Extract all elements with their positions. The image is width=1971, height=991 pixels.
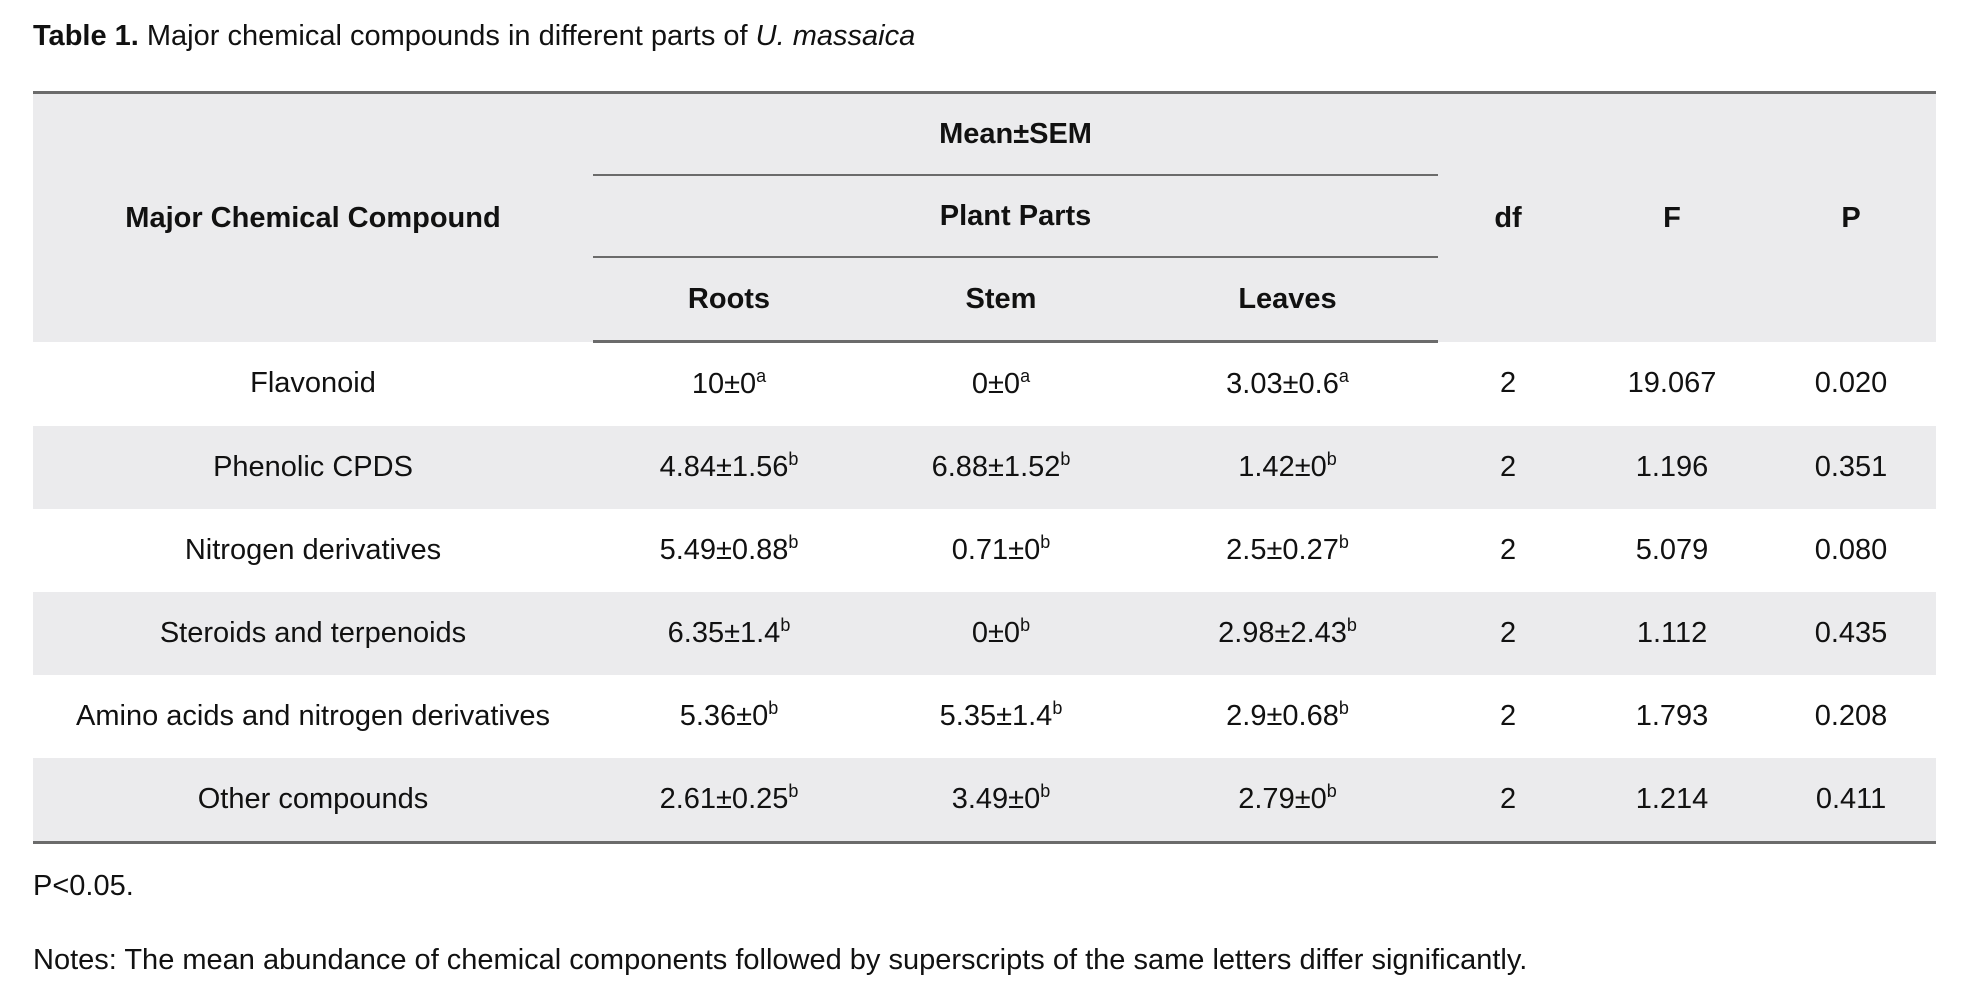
cell-df: 2 — [1499, 367, 1517, 400]
cell-stem — [865, 758, 1137, 843]
value: 0±0 — [971, 617, 1021, 649]
table-header — [33, 93, 1936, 342]
cell-f: 19.067 — [1627, 367, 1717, 400]
cell-p: 0.351 — [1766, 426, 1936, 509]
cell-p: 0.080 — [1814, 534, 1888, 566]
superscript: b — [1346, 615, 1357, 635]
header-p: P — [1766, 93, 1936, 342]
value: 2.98±2.43 — [1218, 617, 1347, 649]
value: 1.42±0 — [1238, 451, 1327, 483]
header-leaves: Leaves — [1137, 258, 1438, 342]
header-roots: Roots — [593, 258, 865, 342]
table-body — [33, 342, 1936, 843]
cell-leaves — [1137, 342, 1438, 427]
caption-species: U. massaica — [755, 20, 916, 52]
table-row — [33, 426, 1936, 509]
cell-p: 0.435 — [1766, 592, 1936, 675]
header-plant-parts-label: Plant Parts — [593, 176, 1438, 258]
superscript: b — [788, 532, 799, 552]
cell-stem — [865, 426, 1137, 509]
cell-df: 2 — [1438, 758, 1578, 843]
superscript: b — [768, 698, 779, 718]
superscript: b — [1338, 532, 1349, 552]
value: 0±0 — [971, 368, 1021, 400]
cell-f: 1.214 — [1578, 758, 1766, 843]
value: 3.03±0.6 — [1226, 368, 1339, 400]
value: 5.36±0 — [679, 700, 769, 732]
value: 6.88±1.52 — [931, 451, 1061, 483]
value: 4.84±1.56 — [659, 451, 789, 483]
cell-p: 0.208 — [1814, 700, 1888, 732]
value: 10±0 — [691, 368, 757, 400]
cell-leaves — [1137, 509, 1438, 592]
value: 2.9±0.68 — [1226, 700, 1339, 732]
superscript: b — [780, 615, 791, 635]
cell-roots — [593, 509, 865, 592]
header-stem: Stem — [865, 258, 1137, 342]
cell-roots — [593, 592, 865, 675]
value: 2.61±0.25 — [659, 783, 789, 815]
header-compound: Major Chemical Compound — [33, 93, 593, 342]
cell-p: 0.020 — [1814, 367, 1888, 400]
cell-compound: Flavonoid — [250, 367, 376, 400]
superscript: b — [1338, 698, 1349, 718]
cell-stem — [865, 509, 1137, 592]
cell-roots — [593, 342, 865, 427]
cell-f: 1.196 — [1578, 426, 1766, 509]
cell-f: 1.112 — [1578, 592, 1766, 675]
cell-compound: Other compounds — [33, 758, 593, 843]
cell-compound: Phenolic CPDS — [33, 426, 593, 509]
value: 2.5±0.27 — [1226, 534, 1339, 566]
header-f: F — [1578, 93, 1766, 342]
table-row — [33, 342, 1936, 427]
value: 6.35±1.4 — [667, 617, 781, 649]
caption-text: Major chemical compounds in different parts of — [138, 20, 756, 52]
header-plant-parts — [593, 176, 1438, 258]
superscript: a — [1020, 366, 1031, 386]
header-mean-sem-label: Mean±SEM — [593, 94, 1438, 176]
table-row — [33, 509, 1936, 592]
significance-note: P<0.05. — [33, 870, 134, 902]
cell-stem — [865, 342, 1137, 427]
superscript: b — [788, 781, 799, 801]
value: 0.71±0 — [951, 534, 1041, 566]
cell-f: 1.793 — [1635, 700, 1709, 732]
cell-compound: Nitrogen derivatives — [184, 534, 442, 566]
cell-df: 2 — [1499, 534, 1517, 566]
value: 5.49±0.88 — [659, 534, 789, 566]
table-caption — [33, 16, 915, 56]
cell-roots — [593, 675, 865, 758]
cell-roots — [593, 758, 865, 843]
value: 2.79±0 — [1238, 783, 1327, 815]
cell-stem — [865, 675, 1137, 758]
superscript: a — [1338, 366, 1349, 386]
superscript: b — [1040, 781, 1051, 801]
superscript: a — [756, 366, 767, 386]
superscript: b — [788, 449, 799, 469]
cell-leaves — [1137, 592, 1438, 675]
cell-p: 0.411 — [1766, 758, 1936, 843]
cell-df: 2 — [1499, 700, 1517, 732]
superscript: b — [1326, 449, 1337, 469]
cell-f: 5.079 — [1635, 534, 1709, 566]
compounds-table-container — [33, 91, 1936, 844]
cell-compound: Amino acids and nitrogen derivatives — [76, 700, 550, 732]
explanation-note: Notes: The mean abundance of chemical components followed by superscripts of the same letters differ significantly. — [33, 944, 1528, 976]
cell-stem — [865, 592, 1137, 675]
value: 3.49±0 — [951, 783, 1041, 815]
superscript: b — [1060, 449, 1071, 469]
cell-df: 2 — [1438, 592, 1578, 675]
superscript: b — [1020, 615, 1031, 635]
caption-label: Table 1. — [33, 20, 139, 52]
cell-compound: Steroids and terpenoids — [33, 592, 593, 675]
cell-leaves — [1137, 758, 1438, 843]
cell-df: 2 — [1438, 426, 1578, 509]
superscript: b — [1040, 532, 1051, 552]
superscript: b — [1326, 781, 1337, 801]
compounds-table — [33, 91, 1936, 844]
table-row — [33, 675, 1936, 758]
cell-leaves — [1137, 426, 1438, 509]
cell-leaves — [1137, 675, 1438, 758]
table-row — [33, 592, 1936, 675]
header-mean-sem — [593, 93, 1438, 177]
value: 5.35±1.4 — [939, 700, 1053, 732]
cell-roots — [593, 426, 865, 509]
superscript: b — [1052, 698, 1063, 718]
table-row — [33, 758, 1936, 843]
header-df: df — [1438, 93, 1578, 342]
